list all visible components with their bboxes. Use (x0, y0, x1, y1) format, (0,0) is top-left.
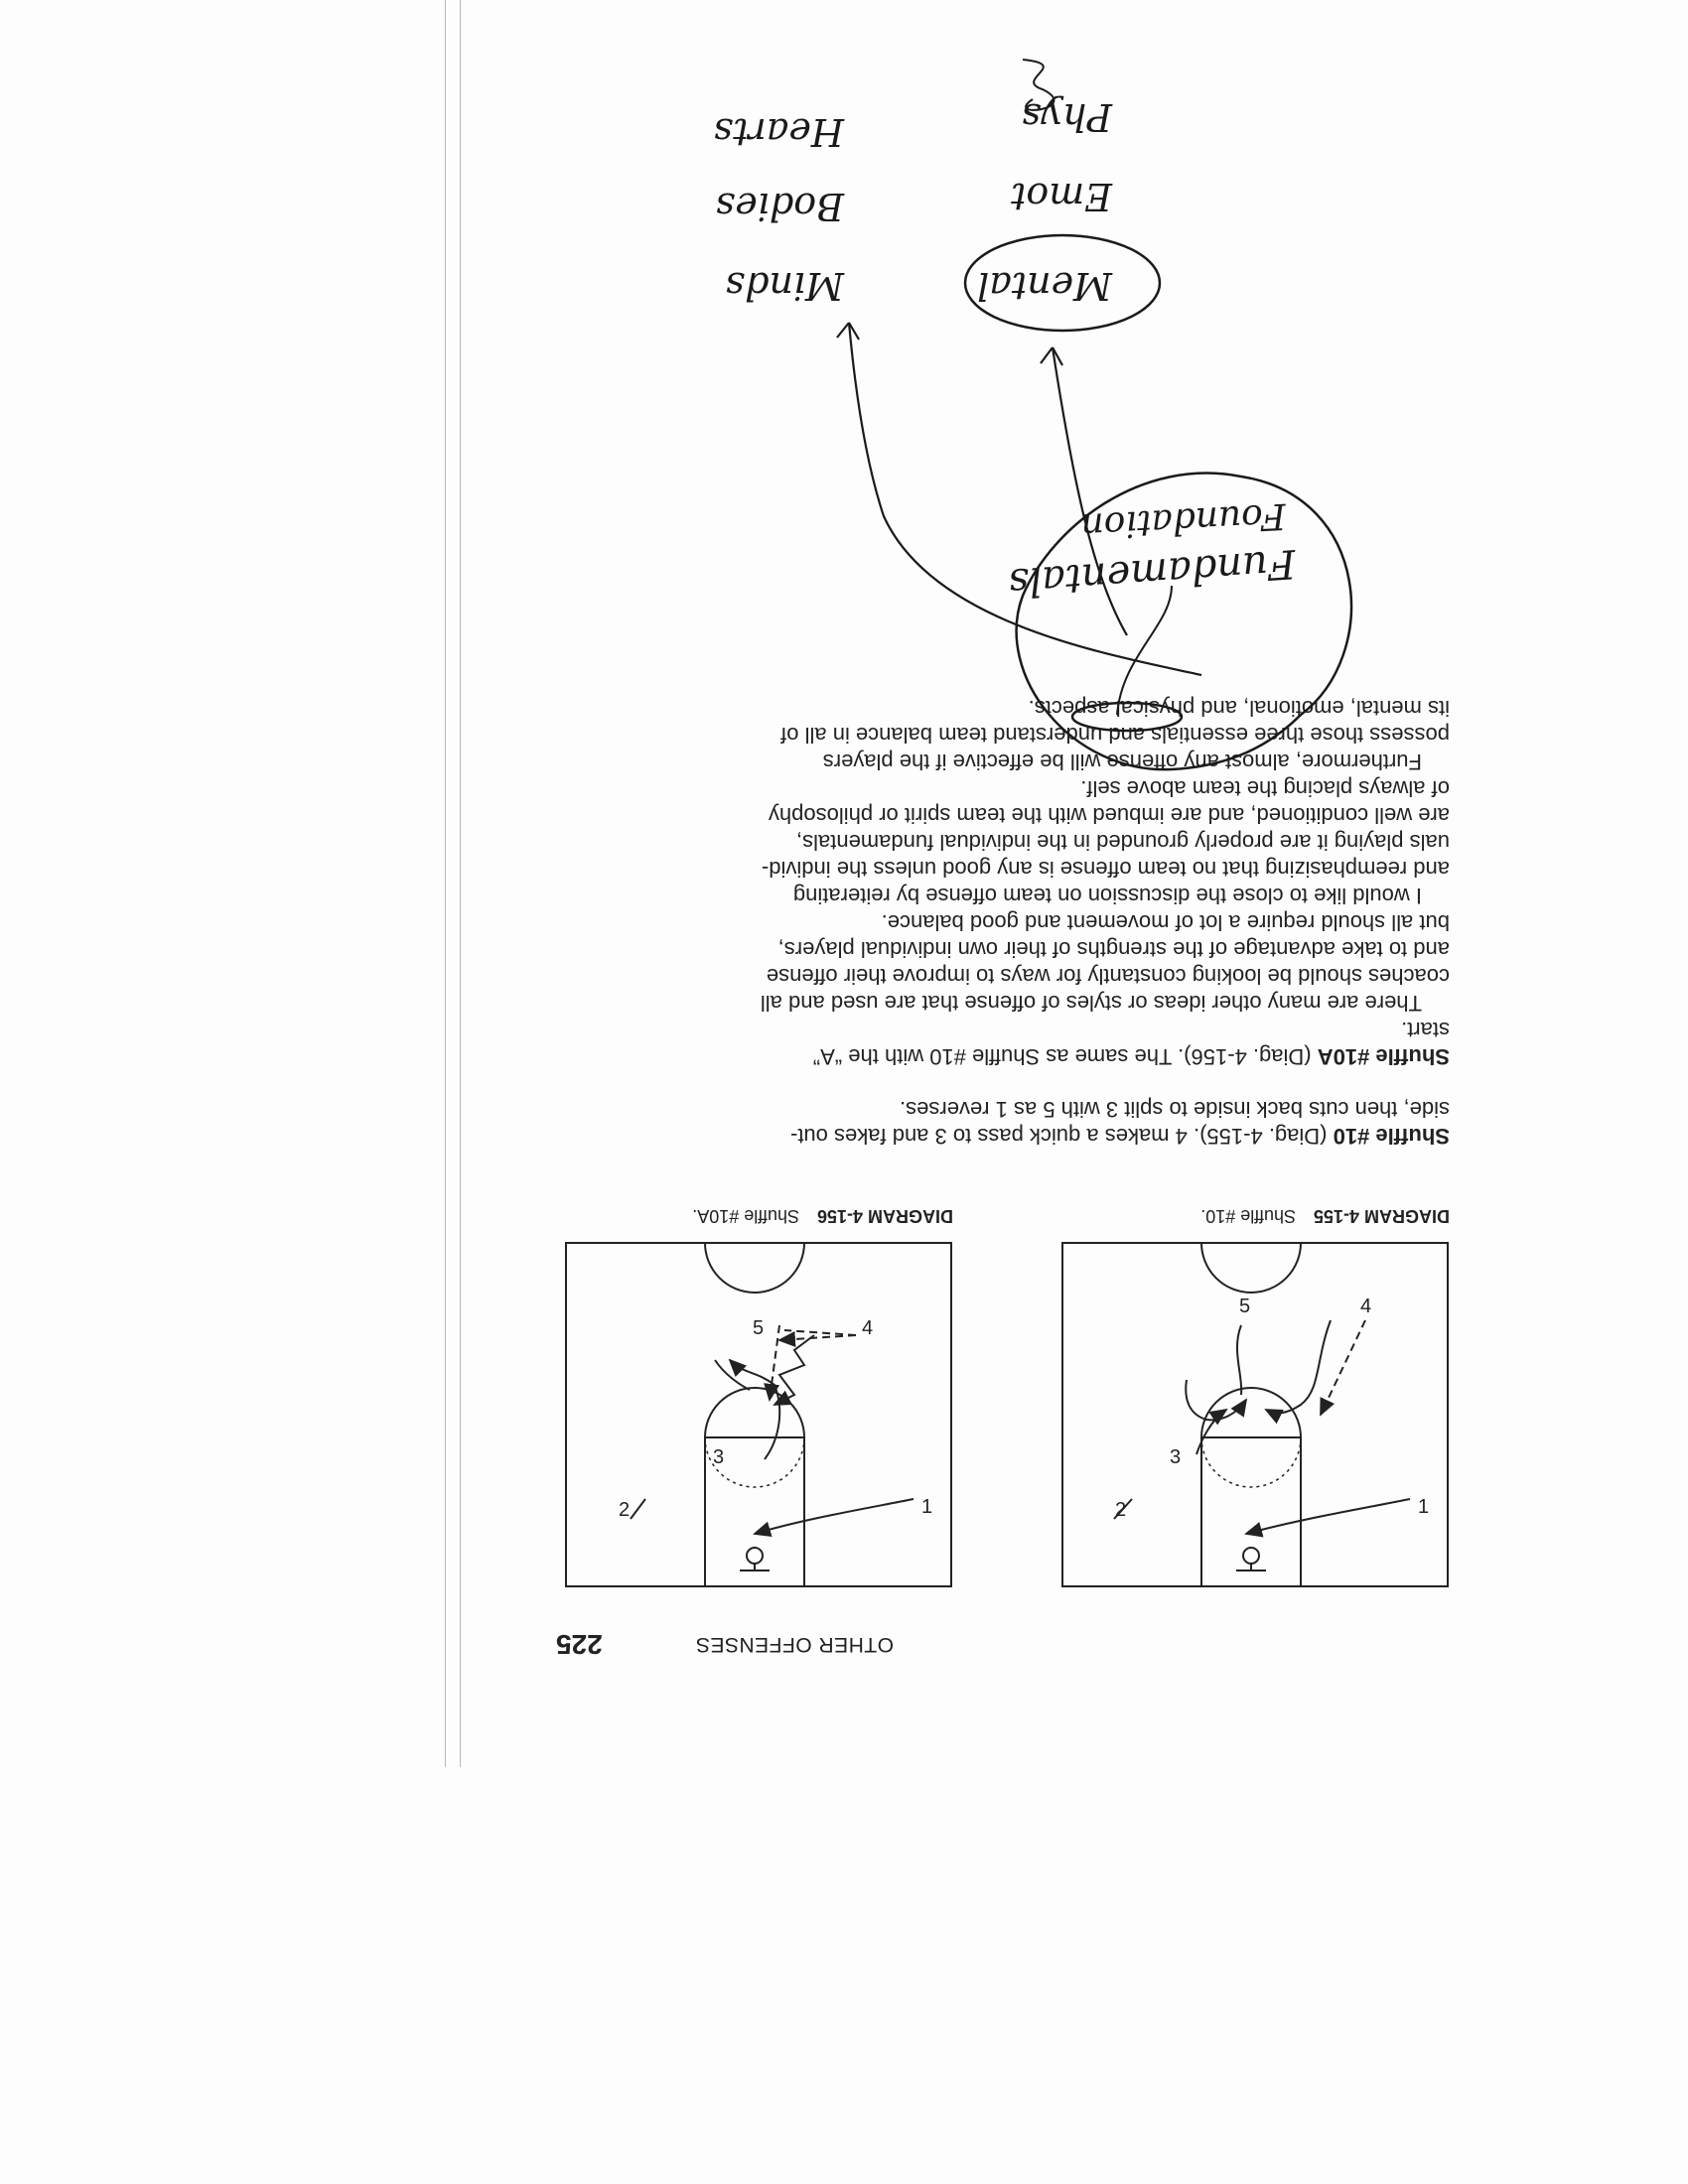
diagram-4-155-id: DIAGRAM 4-155 (1313, 1206, 1450, 1226)
shuffle-10a-line-2: start. (1401, 1018, 1450, 1042)
rotated-page-content (427, 0, 1470, 1767)
shuffle-10-line-2: side, then cuts back inside to split 3 with 5 as 1 reverses. (900, 1097, 1450, 1122)
handwritten-left-note-2: Emot (1011, 175, 1112, 218)
page-number: 225 (556, 1629, 603, 1660)
handwritten-left-note-1: Mental (977, 264, 1112, 308)
svg-text:2: 2 (619, 1499, 631, 1521)
svg-text:1: 1 (921, 1496, 933, 1518)
furthermore-line-2: possess those three essentials and understand team balance in all of (780, 723, 1450, 748)
diagram-4-155-title: Shuffle #10. (1200, 1206, 1296, 1226)
handwritten-annotation-strokes (427, 0, 1470, 1767)
svg-text:1: 1 (1418, 1496, 1430, 1518)
shuffle-10a-heading: Shuffle #10A (1317, 1044, 1450, 1069)
handwritten-right-note-2: Bodies (715, 185, 844, 228)
svg-text:5: 5 (1239, 1296, 1251, 1317)
other-ideas-line-1: There are many other ideas or styles of offense that are used and all (760, 991, 1422, 1016)
furthermore-line-1: Furthermore, almost any offense will be effective if the players (822, 750, 1422, 774)
shuffle-10-text-1: (Diag. 4-155). 4 makes a quick pass to 3 and fakes out- (790, 1124, 1334, 1149)
scanned-page (427, 0, 1470, 1767)
handwritten-bubble-word-1: Fundamentals (1007, 539, 1298, 607)
closing-line-1: I would like to close the discussion on team offense by reiterating (792, 884, 1422, 908)
other-ideas-line-3: and to take advantage of the strengths of their own individual players, (777, 937, 1450, 962)
svg-text:5: 5 (753, 1317, 765, 1339)
closing-line-3: uals playing it are properly grounded in the individual fundamentals, (796, 830, 1450, 855)
other-ideas-line-2: coaches should be looking constantly for ways to improve their offense (766, 964, 1450, 989)
svg-text:2: 2 (1115, 1499, 1127, 1521)
closing-line-4: are well conditioned, and are imbued with the team spirit or philosophy (768, 803, 1450, 828)
furthermore-line-3: its mental, emotional, and physical aspects. (1028, 696, 1450, 721)
closing-line-2: and reemphasizing that no team offense is any good unless the individ- (761, 857, 1450, 882)
handwritten-left-note-3: Phys (1021, 95, 1112, 139)
handwritten-right-note-3: Hearts (713, 110, 844, 154)
diagram-4-156-title: Shuffle #10A. (692, 1206, 799, 1226)
svg-text:3: 3 (713, 1446, 725, 1468)
shuffle-10a-text-1: (Diag. 4-156). The same as Shuffle #10 with the “A” (812, 1044, 1318, 1069)
svg-text:4: 4 (862, 1317, 874, 1339)
handwritten-bubble-word-2: Foundation (1079, 494, 1287, 547)
svg-text:3: 3 (1170, 1446, 1182, 1468)
other-ideas-line-4: but all should require a lot of movement and good balance. (881, 910, 1450, 935)
handwritten-right-note-1: Minds (725, 264, 844, 308)
running-head: OTHER OFFENSES (695, 1633, 894, 1656)
closing-line-5: of always placing the team above self. (1080, 776, 1450, 801)
shuffle-10-heading: Shuffle #10 (1333, 1124, 1450, 1149)
diagram-4-156-id: DIAGRAM 4-156 (816, 1206, 953, 1226)
svg-text:4: 4 (1360, 1296, 1372, 1317)
